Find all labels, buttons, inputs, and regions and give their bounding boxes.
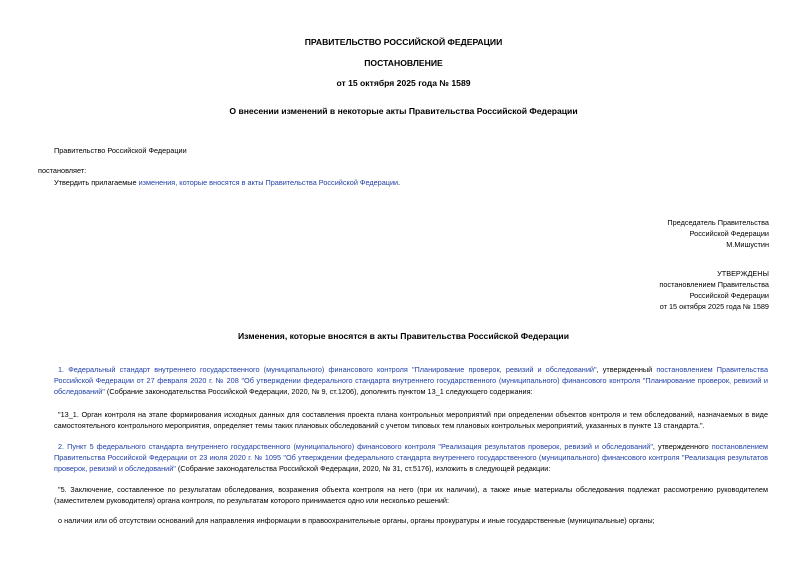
approved-line-3: Российской Федерации	[689, 291, 769, 300]
approved-line-2: постановлением Правительства	[659, 280, 769, 289]
approve-paragraph	[54, 178, 400, 187]
item-2-text-1: , утвержденного	[652, 442, 712, 451]
signature-line-2: Российской Федерации	[689, 229, 769, 238]
date-number-heading: от 15 октября 2025 года № 1589	[336, 78, 471, 88]
quote-3-paragraph: о наличии или об отсутствии оснований для направления информации в правоохранительные органы, органы прокуратуры и иные государственные (муниципальные) органы;	[58, 516, 655, 525]
quote-2-paragraph: "5. Заключение, составленное по результатам обследования, возражения объекта контроля на него (при их наличии), а также иные материалы обследования подлежат рассмотрению руководителем (заместителем руководителя) органа контроля, по результатам которого принимается одно или несколько решений:	[54, 485, 768, 505]
item-2-standard-link[interactable]: Пункт 5 федерального стандарта внутреннего государственного (муниципального) финансового контроля "Реализация результатов проверок, ревизий и обследований"	[67, 442, 653, 451]
approve-link[interactable]: изменения, которые вносятся в акты Правительства Российской Федерации	[138, 178, 399, 187]
authority-text: Правительство Российской Федерации	[54, 146, 187, 155]
changes-title: Изменения, которые вносятся в акты Правительства Российской Федерации	[237, 331, 569, 341]
item-1-standard-link[interactable]: Федеральный стандарт внутреннего государственного (муниципального) финансового контроля "Планирование проверок, ревизий и обследований"	[68, 365, 597, 374]
item-2-resolution-link[interactable]: постановлением Правительства Российской Федерации от 23 июля 2020 г. № 1095 "Об утверждении федерального стандарта внутреннего государственного (муниципального) финансового контроля "Реализация результатов проверок, ревизий и обследований"	[54, 442, 768, 473]
quote-1-paragraph: "13_1. Орган контроля на этапе формирования исходных данных для составления проекта плана контрольных мероприятий при определении объектов контроля и тем обследований, назначаемых в виде самостоятельного контрольного мероприятия, определяет темы таких плановых обследований с учетом типовых тем плановых контрольных мероприятий, указанных в пункте 13 стандарта.".	[54, 410, 768, 430]
item-1-paragraph	[54, 364, 768, 397]
item-1-number: 1.	[58, 365, 69, 374]
approved-line-1: УТВЕРЖДЕНЫ	[717, 269, 769, 278]
item-1-text-1: , утвержденный	[596, 365, 657, 374]
item-2-paragraph	[54, 441, 768, 474]
document-type-heading: ПОСТАНОВЛЕНИЕ	[364, 58, 443, 68]
approved-line-4: от 15 октября 2025 года № 1589	[659, 302, 769, 311]
resolves-text: постановляет:	[38, 166, 87, 175]
signature-line-1: Председатель Правительства	[667, 218, 769, 227]
approve-text-before: Утвердить прилагаемые	[54, 178, 139, 187]
signature-name: М.Мишустин	[726, 240, 769, 249]
government-heading: ПРАВИТЕЛЬСТВО РОССИЙСКОЙ ФЕДЕРАЦИИ	[304, 37, 503, 47]
item-1-resolution-link[interactable]: постановлением Правительства Российской Федерации от 27 февраля 2020 г. № 208 "Об утверждении федерального стандарта внутреннего государственного (муниципального) финансового контроля "Планирование проверок, ревизий и обследований"	[54, 365, 768, 396]
item-2-number: 2.	[58, 442, 68, 451]
item-1-text-2: (Собрание законодательства Российской Федерации, 2020, № 9, ст.1206), дополнить пунктом 13_1 следующего содержания:	[104, 387, 533, 396]
item-2-text-2: (Собрание законодательства Российской Федерации, 2020, № 31, ст.5176), изложить в следующей редакции:	[175, 464, 551, 473]
document-title: О внесении изменений в некоторые акты Правительства Российской Федерации	[229, 106, 578, 116]
approve-text-after: .	[398, 178, 401, 187]
